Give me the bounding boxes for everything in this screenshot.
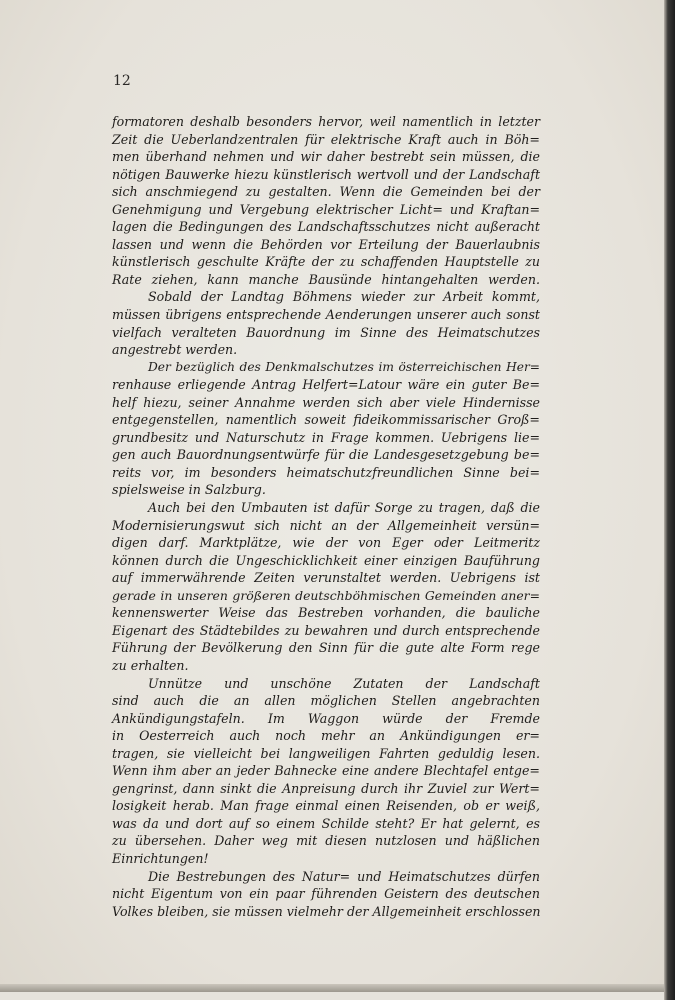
text-line: zu erhalten.: [112, 657, 189, 673]
text-line: Ankündigungstafeln. Im Waggon würde der Fremde: [112, 710, 540, 726]
body-text: [112, 113, 540, 920]
text-line: tragen, sie vielleicht bei langweiligen Fahrten geduldig lesen.: [112, 745, 540, 761]
text-line: was da und dort auf so einem Schilde steht? Er hat gelernt, es: [112, 815, 540, 831]
text-line: Volkes bleiben, sie müssen vielmehr der Allgemeinheit erschlossen: [112, 903, 541, 919]
text-line: angestrebt werden.: [112, 342, 238, 358]
text-line: künstlerisch geschulte Kräfte der zu schaffenden Hauptstelle zu: [112, 254, 540, 270]
text-line: entgegenstellen, namentlich soweit fideikommissarischer Groß=: [112, 412, 540, 428]
text-line: zu übersehen. Daher weg mit diesen nutzlosen und häßlichen: [112, 833, 540, 849]
text-line: Die Bestrebungen des Natur= und Heimatschutzes dürfen: [148, 868, 540, 884]
text-line: formatoren deshalb besonders hervor, weil namentlich in letzter: [112, 114, 540, 129]
text-line: losigkeit herab. Man frage einmal einen Reisenden, ob er weiß,: [112, 798, 540, 814]
text-line: Modernisierungswut sich nicht an der Allgemeinheit versün=: [112, 517, 540, 533]
text-line: sich anschmiegend zu gestalten. Wenn die Gemeinden bei der: [112, 184, 540, 200]
text-line: grundbesitz und Naturschutz in Frage kommen. Uebrigens lie=: [112, 429, 540, 445]
text-line: Rate ziehen, kann manche Bausünde hintangehalten werden.: [112, 271, 540, 287]
text-line: Zeit die Ueberlandzentralen für elektrische Kraft auch in Böh=: [112, 131, 540, 147]
text-line: gen auch Bauordnungsentwürfe für die Landesgesetzgebung be=: [112, 447, 540, 463]
text-line: lagen die Bedingungen des Landschaftsschutzes nicht außeracht: [112, 219, 540, 235]
text-line: auf immerwährende Zeiten verunstaltet werden. Uebrigens ist: [112, 570, 540, 586]
text-line: nötigen Bauwerke hiezu künstlerisch wertvoll und der Landschaft: [112, 166, 540, 182]
page-number: 12: [113, 73, 131, 89]
text-line: können durch die Ungeschicklichkeit einer einzigen Bauführung: [112, 552, 540, 568]
text-line: Wenn ihm aber an jeder Bahnecke eine andere Blechtafel entge=: [112, 763, 540, 779]
text-line: sind auch die an allen möglichen Stellen angebrachten: [112, 693, 540, 709]
page-bottom-edge: [0, 984, 664, 992]
text-line: spielsweise in Salzburg.: [112, 482, 266, 498]
text-line: Auch bei den Umbauten ist dafür Sorge zu tragen, daß die: [148, 500, 540, 516]
text-line: gerade in unseren größeren deutschböhmischen Gemeinden aner=: [112, 587, 540, 603]
text-line: helf hiezu, seiner Annahme werden sich aber viele Hindernisse: [112, 394, 540, 410]
text-line: gengrinst, dann sinkt die Anpreisung durch ihr Zuviel zur Wert=: [112, 780, 540, 796]
text-line: renhause erliegende Antrag Helfert=Latour wäre ein guter Be=: [112, 377, 540, 393]
text-line: kennenswerter Weise das Bestreben vorhanden, die bauliche: [112, 605, 540, 621]
text-line: Sobald der Landtag Böhmens wieder zur Arbeit kommt,: [148, 289, 540, 305]
text-line: Eigenart des Städtebildes zu bewahren und durch entsprechende: [112, 622, 540, 638]
text-line: vielfach veralteten Bauordnung im Sinne des Heimatschutzes: [112, 324, 540, 340]
text-line: nicht Eigentum von ein paar führenden Geistern des deutschen: [112, 886, 540, 902]
text-line: Unnütze und unschöne Zutaten der Landschaft: [148, 675, 540, 691]
text-line: Genehmigung und Vergebung elektrischer Licht= und Kraftan=: [112, 201, 540, 217]
text-line: müssen übrigens entsprechende Aenderungen unserer auch sonst: [112, 307, 540, 323]
text-line: reits vor, im besonders heimatschutzfreundlichen Sinne bei=: [112, 464, 540, 480]
book-spine-shadow: [664, 0, 675, 1000]
text-line: Führung der Bevölkerung den Sinn für die gute alte Form rege: [112, 640, 540, 656]
text-line: Der bezüglich des Denkmalschutzes im österreichischen Her=: [148, 359, 540, 374]
text-line: digen darf. Marktplätze, wie der von Eger oder Leitmeritz: [112, 535, 540, 551]
text-line: lassen und wenn die Behörden vor Erteilung der Bauerlaubnis: [112, 236, 540, 252]
text-line: in Oesterreich auch noch mehr an Ankündigungen er=: [112, 728, 540, 744]
text-line: Einrichtungen!: [112, 850, 209, 866]
text-line: men überhand nehmen und wir daher bestrebt sein müssen, die: [112, 149, 540, 165]
